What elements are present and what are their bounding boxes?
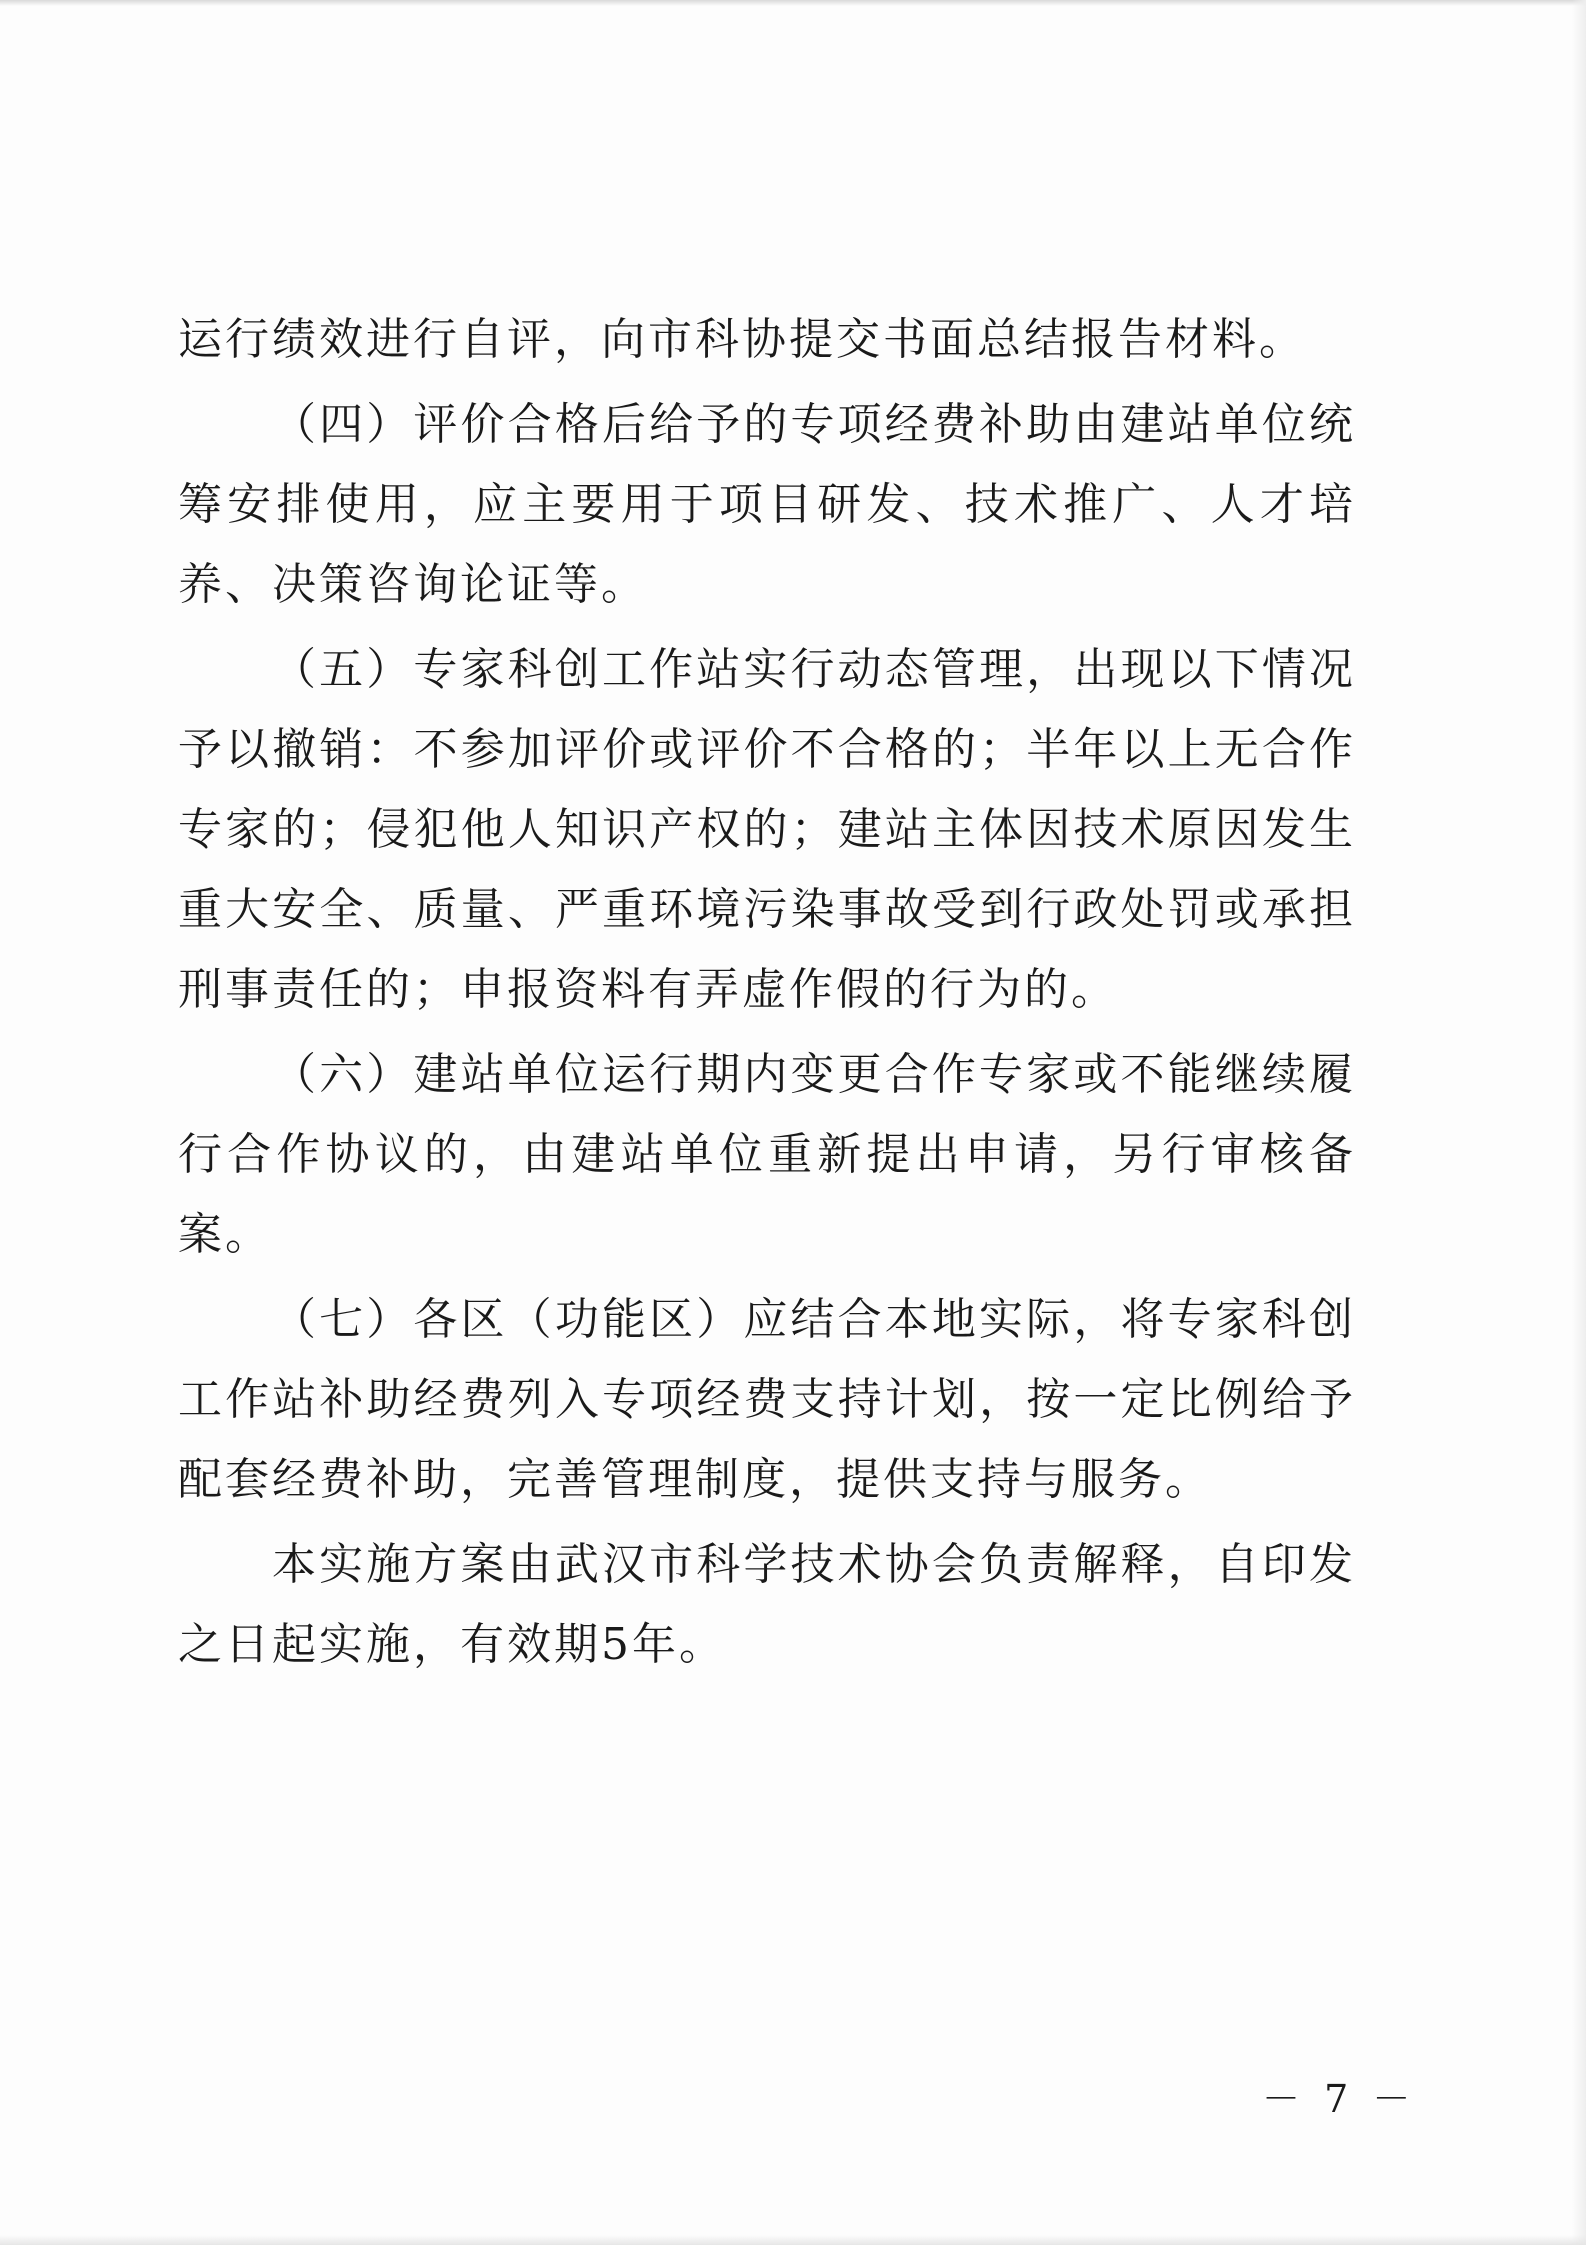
- paragraph-item-4: （四）评价合格后给予的专项经费补助由建站单位统筹安排使用，应主要用于项目研发、技术推广、人才培养、决策咨询论证等。: [178, 399, 1356, 610]
- page-number: － 7 －: [1262, 2077, 1417, 2121]
- scan-edge-right: [1572, 0, 1586, 2245]
- paragraph-item-5: （五）专家科创工作站实行动态管理，出现以下情况予以撤销：不参加评价或评价不合格的；半年以上无合作专家的；侵犯他人知识产权的；建站主体因技术原因发生重大安全、质量、严重环境污染事故受到行政处罚或承担刑事责任的；申报资料有弄虚作假的行为的。: [178, 644, 1356, 1015]
- paragraph-item-7: （七）各区（功能区）应结合本地实际，将专家科创工作站补助经费列入专项经费支持计划，按一定比例给予配套经费补助，完善管理制度，提供支持与服务。: [178, 1294, 1356, 1505]
- scan-edge-bottom: [0, 2235, 1586, 2245]
- paragraph-closing: 本实施方案由武汉市科学技术协会负责解释，自印发之日起实施，有效期5年。: [178, 1539, 1356, 1670]
- scan-edge-top: [0, 0, 1586, 6]
- paragraph-continuation: 运行绩效进行自评，向市科协提交书面总结报告材料。: [178, 314, 1306, 365]
- document-body: [178, 300, 1356, 1690]
- paragraph-item-6: （六）建站单位运行期内变更合作专家或不能继续履行合作协议的，由建站单位重新提出申请，另行审核备案。: [178, 1049, 1356, 1260]
